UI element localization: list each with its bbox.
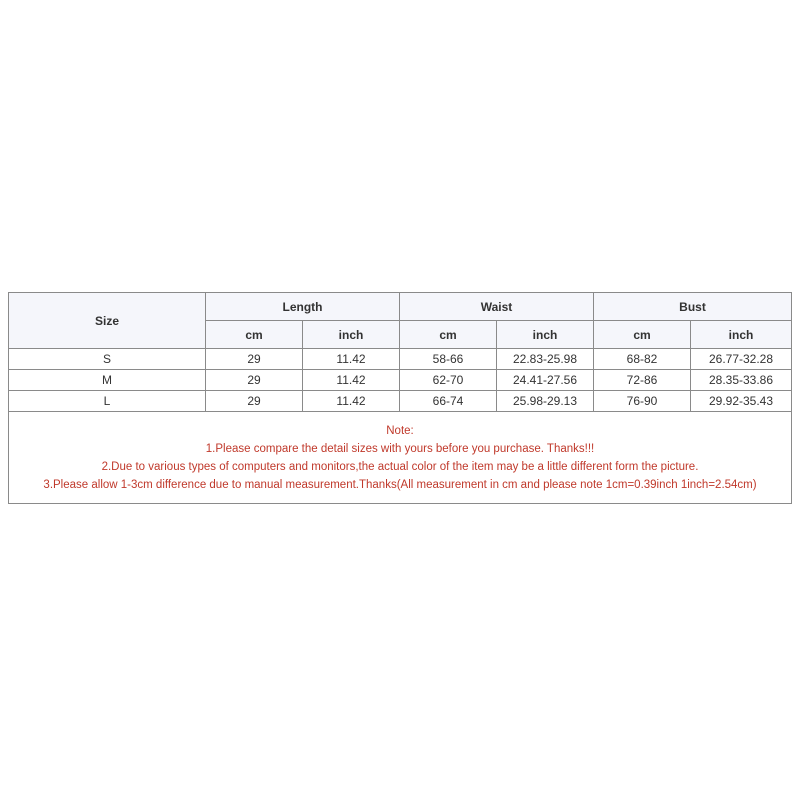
table-cell: 28.35-33.86 <box>691 370 792 391</box>
header-unit-length-cm: cm <box>206 321 303 349</box>
table-cell: 58-66 <box>400 349 497 370</box>
table-cell: 22.83-25.98 <box>497 349 594 370</box>
size-chart-table <box>8 292 792 504</box>
table-row <box>9 391 792 412</box>
header-waist: Waist <box>400 293 594 321</box>
table-cell: 62-70 <box>400 370 497 391</box>
table-cell: 11.42 <box>303 391 400 412</box>
table-cell: 25.98-29.13 <box>497 391 594 412</box>
table-cell: 68-82 <box>594 349 691 370</box>
header-unit-bust-cm: cm <box>594 321 691 349</box>
table-cell: 29 <box>206 370 303 391</box>
table-cell: 24.41-27.56 <box>497 370 594 391</box>
note-line-2: 2.Due to various types of computers and monitors,the actual color of the item may be a little different form the picture. <box>101 460 699 473</box>
table-cell: 11.42 <box>303 370 400 391</box>
header-length: Length <box>206 293 400 321</box>
table-row <box>9 370 792 391</box>
notes-block <box>9 412 792 504</box>
table-cell: L <box>9 391 206 412</box>
table-cell: 76-90 <box>594 391 691 412</box>
header-bust: Bust <box>594 293 792 321</box>
header-unit-waist-cm: cm <box>400 321 497 349</box>
table-cell: M <box>9 370 206 391</box>
header-unit-waist-inch: inch <box>497 321 594 349</box>
header-size: Size <box>9 293 206 349</box>
table-cell: 72-86 <box>594 370 691 391</box>
header-unit-bust-inch: inch <box>691 321 792 349</box>
header-unit-length-inch: inch <box>303 321 400 349</box>
table-cell: 26.77-32.28 <box>691 349 792 370</box>
notes-title: Note: <box>386 424 414 437</box>
note-line-1: 1.Please compare the detail sizes with yours before you purchase. Thanks!!! <box>205 442 595 455</box>
table-cell: 29 <box>206 349 303 370</box>
note-line-3: 3.Please allow 1-3cm difference due to manual measurement.Thanks(All measurement in cm and please note 1cm=0.39inch 1inch=2.54cm) <box>43 478 757 491</box>
table-cell: 11.42 <box>303 349 400 370</box>
table-row <box>9 349 792 370</box>
table-cell: 29 <box>206 391 303 412</box>
table-cell: 66-74 <box>400 391 497 412</box>
table-cell: 29.92-35.43 <box>691 391 792 412</box>
table-cell: S <box>9 349 206 370</box>
notes-row <box>9 412 792 504</box>
header-row-groups <box>9 293 792 321</box>
